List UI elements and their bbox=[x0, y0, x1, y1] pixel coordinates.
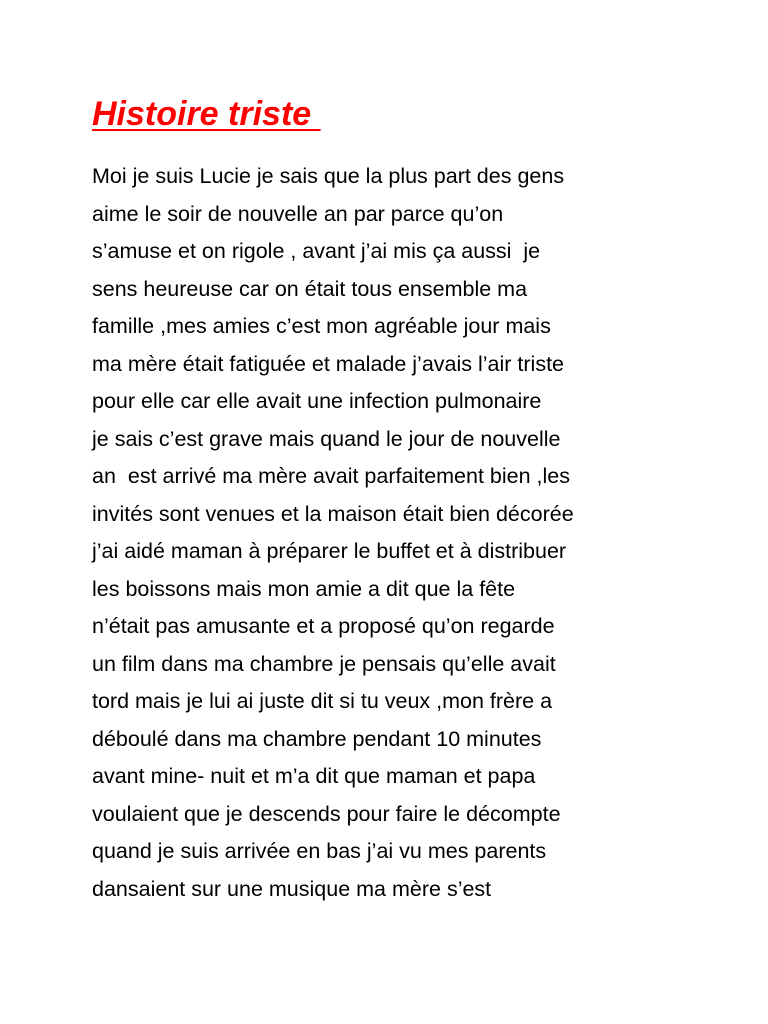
document-body bbox=[92, 158, 732, 908]
body-line: s’amuse et on rigole , avant j’ai mis ça aussi je bbox=[92, 239, 541, 263]
body-line: pour elle car elle avait une infection pulmonaire bbox=[92, 389, 542, 413]
body-line: j’ai aidé maman à préparer le buffet et à distribuer bbox=[92, 539, 567, 563]
body-line: avant mine- nuit et m’a dit que maman et papa bbox=[92, 764, 536, 788]
body-line: ma mère était fatiguée et malade j’avais l’air triste bbox=[92, 351, 565, 376]
body-line: un film dans ma chambre je pensais qu’elle avait bbox=[92, 651, 556, 676]
body-line: aime le soir de nouvelle an par parce qu’on bbox=[92, 201, 504, 226]
body-line: déboulé dans ma chambre pendant 10 minutes bbox=[92, 726, 542, 751]
body-line: les boissons mais mon amie a dit que la fête bbox=[92, 576, 516, 601]
body-line: Moi je suis Lucie je sais que la plus part des gens bbox=[92, 164, 565, 188]
document-title: Histoire triste bbox=[92, 95, 321, 133]
body-line: n’était pas amusante et a proposé qu’on regarde bbox=[92, 614, 555, 638]
body-line: invités sont venues et la maison était bien décorée bbox=[92, 501, 574, 526]
body-line: quand je suis arrivée en bas j’ai vu mes parents bbox=[92, 839, 547, 863]
body-line: je sais c’est grave mais quand le jour de nouvelle bbox=[92, 426, 561, 451]
body-line: famille ,mes amies c’est mon agréable jour mais bbox=[92, 314, 551, 338]
body-line: an est arrivé ma mère avait parfaitement bien ,les bbox=[92, 464, 570, 488]
body-line: tord mais je lui ai juste dit si tu veux ,mon frère a bbox=[92, 689, 553, 713]
body-line: voulaient que je descends pour faire le décompte bbox=[92, 801, 561, 826]
body-line: dansaient sur une musique ma mère s’est bbox=[92, 876, 492, 901]
body-line: sens heureuse car on était tous ensemble ma bbox=[92, 276, 528, 301]
